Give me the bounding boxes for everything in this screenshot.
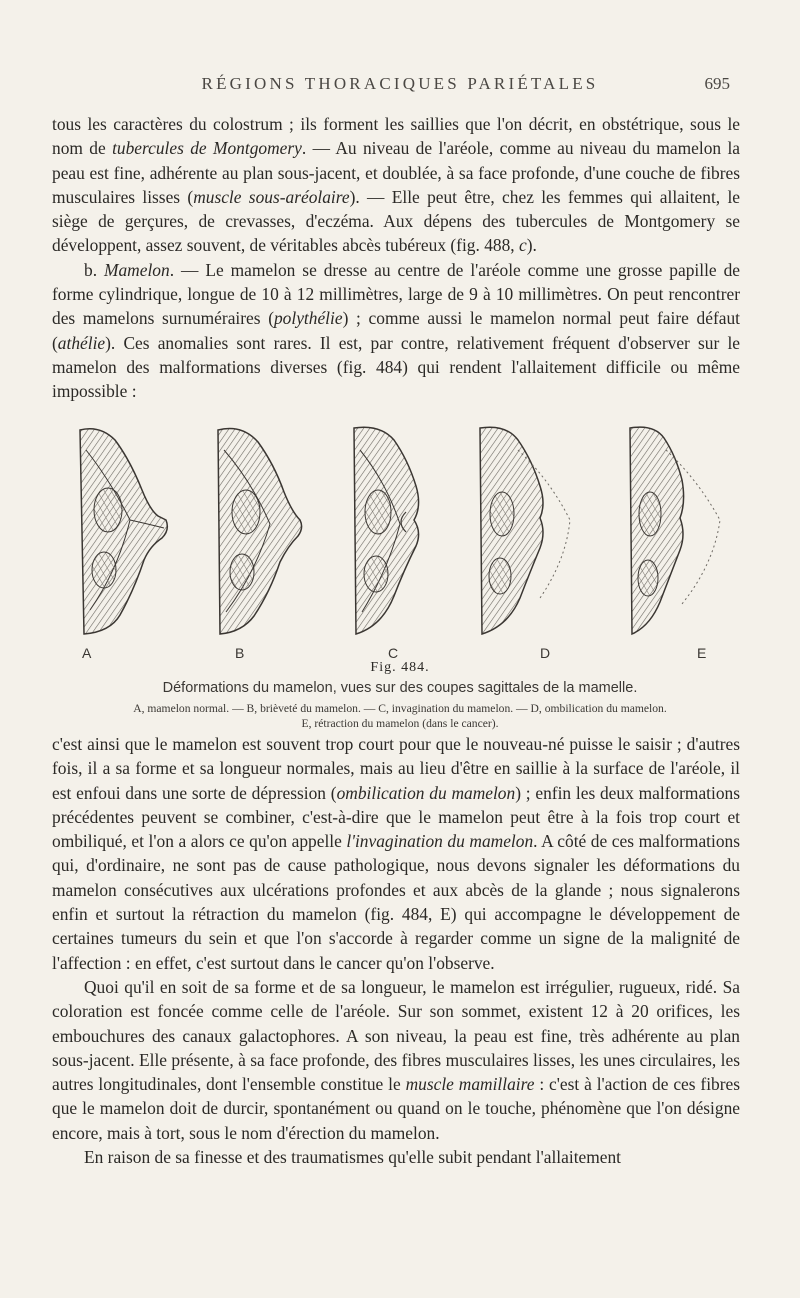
- text-run: ).: [526, 235, 537, 256]
- panel-e-retracted-nipple: [630, 427, 720, 634]
- text-run: ). — Elle peut être, chez les femmes qui allaitent, le siège de gerçures, de crevasses, d'eczéma. Aux dépens des tubercules de Montgomery se développent, assez souvent, de véritables abcès tubéreux (fig. 488,: [52, 186, 740, 256]
- panel-letter-a: A: [82, 645, 92, 661]
- italic-term: l'invagination du mamelon: [346, 831, 534, 852]
- figure-illustration: [70, 420, 750, 640]
- text-run: tous les caractères du colostrum ; ils forment les saillies que l'on décrit, en obstétrique, sous le nom de: [52, 114, 740, 159]
- body-text-top: [52, 112, 740, 404]
- panel-letter-c: C: [388, 645, 399, 661]
- figure-legend-line: A, mamelon normal. — B, brièveté du mamelon. — C, invagination du mamelon. — D, ombilication du mamelon.: [133, 702, 667, 715]
- body-text-bottom: [52, 732, 740, 1169]
- paragraph-malformations: [52, 732, 740, 975]
- panel-letter-e: E: [697, 645, 707, 661]
- text-run: . — Le mamelon se dresse au centre de l'aréole comme une grosse papille de forme cylindrique, longue de 10 à 12 millimètres, large de 9 à 10 millimètres. On peut rencontrer des mamelons surnuméraires (: [52, 259, 740, 329]
- panel-letter-b: B: [235, 645, 245, 661]
- text-run: . — Au niveau de l'aréole, comme au niveau du mamelon la peau est fine, adhérente au plan sous-jacent, et doublée, à sa face profonde, d'une couche de fibres musculaires lisses (: [52, 138, 740, 207]
- text-run: . A côté de ces malformations qui, d'ordinaire, ne sont pas de cause pathologique, nous devons signaler les déformations du mamelon consécutives aux ulcérations profondes et aux abcès de la glande ; nous signalerons enfin et surtout la rétraction du mamelon (fig. 484, E) qui accompagne le développement de certaines tumeurs du sein et que l'on s'accorde à regarder comme un signe de la malignité de l'affection : en effet, c'est surtout dans le cancer qu'on l'observe.: [52, 831, 740, 973]
- panel-d-umbilicated-nipple: [480, 427, 570, 634]
- text-run: : c'est à l'action de ces fibres que le mamelon doit de durcir, spontanément ou quand on le touche, phénomène que l'on désigne encore, mais à tort, sous le nom d'érection du mamelon.: [52, 1074, 741, 1143]
- text-run: c'est ainsi que le mamelon est souvent trop court pour que le nouveau-né puisse le saisir ; d'autres fois, il a sa forme et sa longueur normales, mais au lieu d'être en saillie à la surface de l'aréole, il est enfoui dans une sorte de dépression (: [52, 734, 740, 803]
- figure-484: [70, 420, 750, 661]
- italic-term: ombilication du mamelon: [336, 782, 516, 803]
- italic-heading: Mamelon: [104, 259, 170, 280]
- figure-legend-line: E, rétraction du mamelon (dans le cancer).: [301, 717, 499, 730]
- paragraph-final: En raison de sa finesse et des traumatismes qu'elle subit pendant l'allaitement: [84, 1147, 622, 1168]
- text-run: ) ; comme aussi le mamelon normal peut faire défaut (: [52, 308, 740, 353]
- italic-term: muscle sous-aréolaire: [193, 186, 350, 207]
- italic-term: tubercules de Montgomery: [112, 138, 302, 159]
- running-title: RÉGIONS THORACIQUES PARIÉTALES: [201, 74, 599, 93]
- panel-letter-d: D: [540, 645, 551, 661]
- panel-b-short-nipple: [218, 429, 302, 635]
- text-run: ). Ces anomalies sont rares. Il est, par contre, relativement fréquent d'observer sur le mamelon des malformations diverses (fig. 484) qui rendent l'allaitement difficile ou même impossible :: [52, 332, 740, 402]
- figure-number: Fig. 484.: [370, 660, 430, 675]
- text-run: Quoi qu'il en soit de sa forme et de sa longueur, le mamelon est irrégulier, rugueux, ridé. Sa coloration est foncée comme celle de l'aréole. Sur son sommet, existent 12 à 20 orifices, les embouchures des canaux galactophores. A son niveau, la peau est fine, très adhérente au plan sous-jacent. Elle présente, à sa face profonde, des fibres musculaires lisses, les unes circulaires, les autres longitudinales, dont l'ensemble constitue le: [52, 976, 740, 1095]
- panel-a-normal-nipple: [80, 429, 167, 634]
- paragraph-mamelon: [52, 258, 740, 404]
- text-run: b.: [84, 259, 104, 280]
- italic-term: muscle mamillaire: [405, 1074, 535, 1095]
- italic-term: polythélie: [273, 308, 343, 329]
- running-head: [70, 74, 730, 104]
- figure-legend: [56, 701, 744, 731]
- panel-c-invaginated-nipple: [354, 427, 419, 634]
- page-number: 695: [704, 74, 730, 93]
- paragraph-surface: [52, 975, 740, 1145]
- paragraph-colostrum: [52, 112, 740, 258]
- figure-caption: Déformations du mamelon, vues sur des coupes sagittales de la mamelle.: [162, 680, 638, 696]
- text-run: ) ; enfin les deux malformations précédentes peuvent se combiner, c'est-à-dire que le mamelon peut être à la fois trop court et ombiliqué, et l'on a alors ce qu'on appelle: [52, 782, 740, 852]
- italic-term: c: [518, 235, 527, 256]
- italic-term: athélie: [57, 332, 106, 353]
